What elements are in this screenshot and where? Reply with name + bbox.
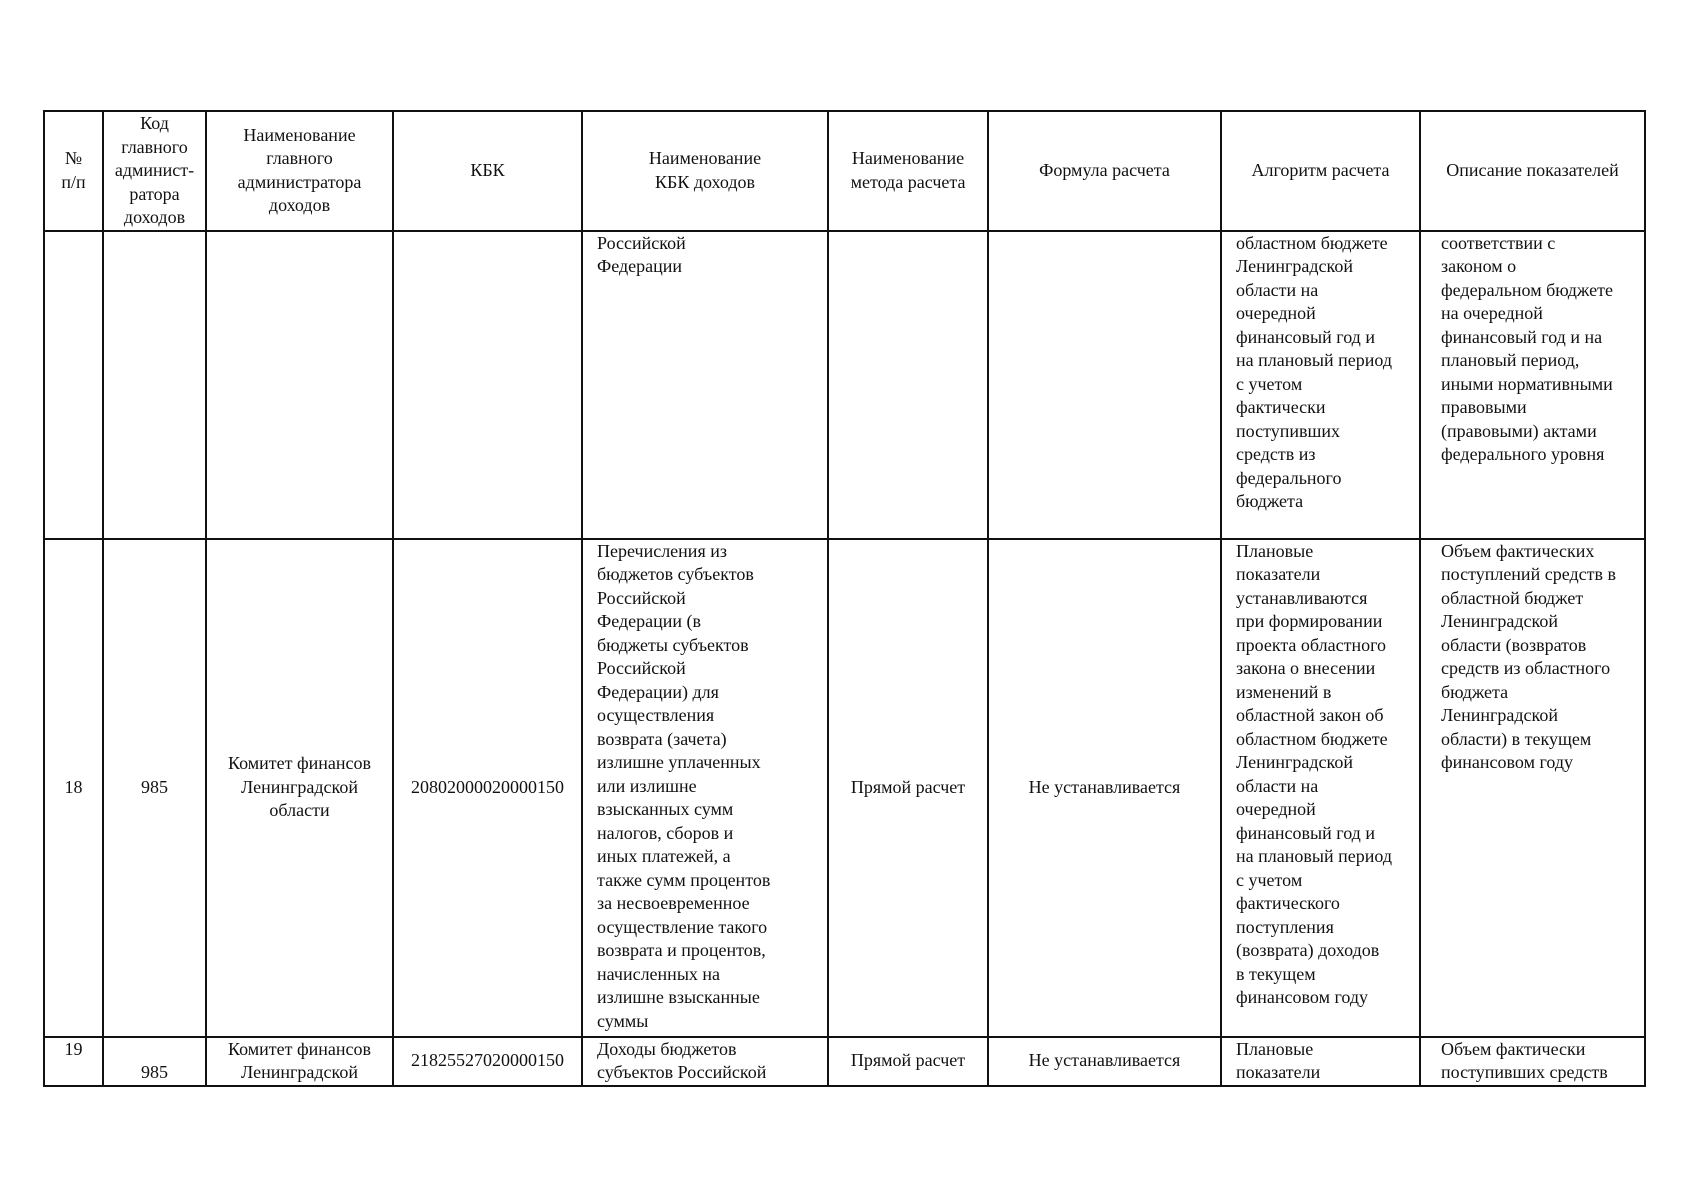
- cell-algorithm: Плановые показатели: [1221, 1037, 1420, 1086]
- header-algorithm: Алгоритм расчета: [1221, 111, 1420, 231]
- cell-description: Объем фактически поступивших средств: [1420, 1037, 1645, 1086]
- cell-method: Прямой расчет: [828, 539, 988, 1037]
- cell-admin-name: Комитет финансов Ленинградской области: [206, 539, 393, 1037]
- header-admin-name: Наименование главного администратора доходов: [206, 111, 393, 231]
- cell-kbk: 20802000020000150: [393, 539, 582, 1037]
- cell-number: 19: [44, 1037, 103, 1086]
- cell-admin-code: 985: [103, 1037, 206, 1086]
- cell-algorithm: Плановые показатели устанавливаются при формировании проекта областного закона о внесении изменений в областной закон об областном бюджете Ленинградской области на очередной финансовый год и на плановый период с учетом фактического поступления (возврата) доходов в текущем финансовом году: [1221, 539, 1420, 1037]
- cell-formula: [988, 231, 1221, 539]
- cell-algorithm: областном бюджете Ленинградской области на очередной финансовый год и на плановый период с учетом фактически поступивших средств из федерального бюджета: [1221, 231, 1420, 539]
- header-admin-code: Код главного админист- ратора доходов: [103, 111, 206, 231]
- table-row-continuation: [44, 231, 1645, 539]
- header-number: № п/п: [44, 111, 103, 231]
- cell-admin-code: [103, 231, 206, 539]
- cell-number: 18: [44, 539, 103, 1037]
- cell-formula: Не устанавливается: [988, 1037, 1221, 1086]
- cell-method: Прямой расчет: [828, 1037, 988, 1086]
- cell-kbk: [393, 231, 582, 539]
- cell-kbk: 21825527020000150: [393, 1037, 582, 1086]
- cell-admin-name: Комитет финансов Ленинградской: [206, 1037, 393, 1086]
- cell-kbk-name: Перечисления из бюджетов субъектов Российской Федерации (в бюджеты субъектов Российской Федерации) для осуществления возврата (зачета) излишне уплаченных или излишне взысканных сумм налогов, сборов и иных платежей, а также сумм процентов за несвоевременное осуществление такого возврата и процентов, начисленных на излишне взысканные суммы: [582, 539, 828, 1037]
- cell-number: [44, 231, 103, 539]
- header-kbk-name: Наименование КБК доходов: [582, 111, 828, 231]
- table-row-18: [44, 539, 1645, 1037]
- kbk-table: [43, 110, 1646, 1087]
- header-description: Описание показателей: [1420, 111, 1645, 231]
- cell-admin-name: [206, 231, 393, 539]
- cell-kbk-name: Российской Федерации: [582, 231, 828, 539]
- table-row-19: [44, 1037, 1645, 1086]
- header-method: Наименование метода расчета: [828, 111, 988, 231]
- header-kbk: КБК: [393, 111, 582, 231]
- cell-kbk-name: Доходы бюджетов субъектов Российской: [582, 1037, 828, 1086]
- header-formula: Формула расчета: [988, 111, 1221, 231]
- cell-description: соответствии с законом о федеральном бюджете на очередной финансовый год и на плановый период, иными нормативными правовыми (правовыми) актами федерального уровня: [1420, 231, 1645, 539]
- cell-description: Объем фактических поступлений средств в областной бюджет Ленинградской области (возвратов средств из областного бюджета Ленинградской области) в текущем финансовом году: [1420, 539, 1645, 1037]
- table-header-row: [44, 111, 1645, 231]
- cell-admin-code: 985: [103, 539, 206, 1037]
- cell-formula: Не устанавливается: [988, 539, 1221, 1037]
- cell-method: [828, 231, 988, 539]
